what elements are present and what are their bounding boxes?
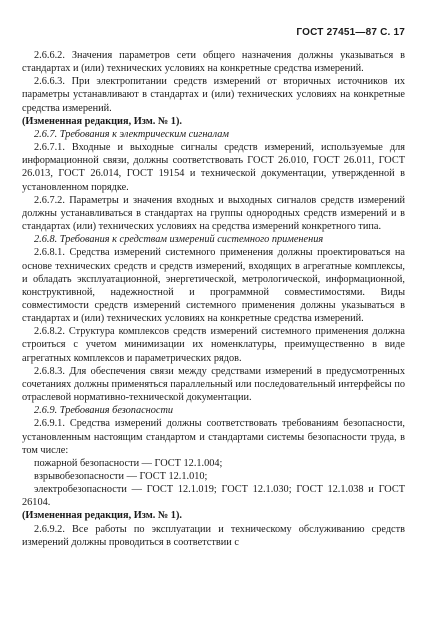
page-header: ГОСТ 27451—87 С. 17 (296, 27, 405, 38)
document-body (22, 49, 405, 549)
paragraph-2-6-8-3: 2.6.8.3. Для обеспечения связи между средствами измерений в предусмотренных сочетаниях должны применяться параллельный или последовательный интерфейсы по отраслевой нормативно-технической документации. (22, 365, 405, 404)
paragraph-2-6-7-1: 2.6.7.1. Входные и выходные сигналы средств измерений, используемые для информационной связи, должны соответствовать ГОСТ 26.010, ГОСТ 26.011, ГОСТ 26.013, ГОСТ 26.014, ГОСТ 19154 и технической документации, утвержденной в установленном порядке. (22, 142, 405, 193)
list-item-explosion-safety: взрывобезопасности — ГОСТ 12.1.010; (34, 471, 208, 482)
amendment-note: (Измененная редакция, Изм. № 1). (22, 510, 182, 522)
paragraph-2-6-7-2: 2.6.7.2. Параметры и значения входных и выходных сигналов средств измерений должны устанавливаться в стандартах на группы однородных средств измерений и в стандартах (или) технических условиях на средства измерений конкретного типа. (22, 194, 405, 233)
paragraph-2-6-6-2: 2.6.6.2. Значения параметров сети общего назначения должны указываться в стандартах и (или) технических условиях на конкретные средства измерений. (22, 50, 405, 75)
list-item-electrical-safety: электробезопасности — ГОСТ 12.1.019; ГОСТ 12.1.030; ГОСТ 12.1.038 и ГОСТ 26104. (22, 484, 405, 509)
amendment-note: (Измененная редакция, Изм. № 1). (22, 115, 182, 127)
paragraph-2-6-8-2: 2.6.8.2. Структура комплексов средств измерений системного применения должна строиться с учетом минимизации их номенклатуры, преимущественно в виде агрегатных комплексов и параметрических рядов. (22, 326, 405, 364)
section-heading-2-6-7: 2.6.7. Требования к электрическим сигналам (34, 128, 229, 140)
section-heading-2-6-9: 2.6.9. Требования безопасности (34, 405, 174, 417)
paragraph-2-6-9-2: 2.6.9.2. Все работы по эксплуатации и техническому обслуживанию средств измерений должны проводиться в соответствии с (22, 523, 405, 548)
paragraph-2-6-9-1: 2.6.9.1. Средства измерений должны соответствовать требованиям безопасности, установленным настоящим стандартом и стандартами системы безопасности труда, в том числе: (22, 418, 405, 456)
section-heading-2-6-8: 2.6.8. Требования к средствам измерений системного применения (34, 234, 324, 246)
paragraph-2-6-6-3: 2.6.6.3. При электропитании средств измерений от вторичных источников их параметры устанавливают в стандартах и (или) технических условиях на конкретные средства измерений. (22, 76, 405, 114)
paragraph-2-6-8-1: 2.6.8.1. Средства измерений системного применения должны проектироваться на основе технических средств и средств измерений, входящих в агрегатные комплексы, и обладать эксплуатационной, энергетической, метрологической, информационной, конструктивной, надежностной и программной совместимостями. Виды совместимости средств измерений системного применения должны указываться в стандартах и (или) технических условиях на конкретные средства измерений. (22, 247, 405, 325)
list-item-fire-safety: пожарной безопасности — ГОСТ 12.1.004; (34, 457, 223, 469)
